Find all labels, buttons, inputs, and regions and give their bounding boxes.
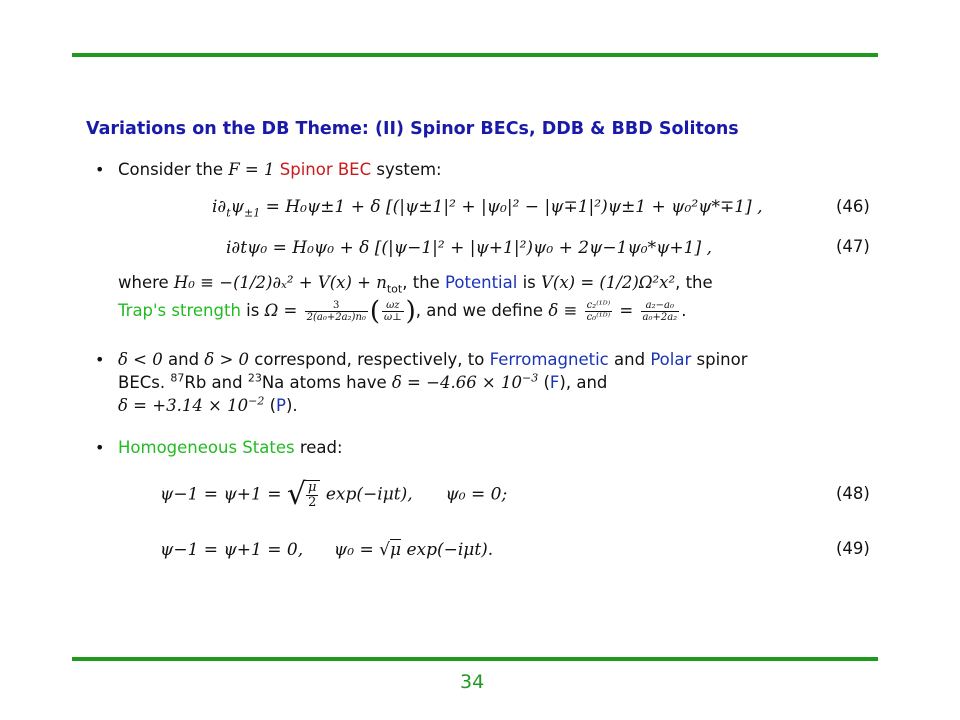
a-fraction: [641, 300, 680, 323]
eq46-lhs-psi: ψ: [230, 197, 244, 217]
bullet-2-line-3: [118, 395, 298, 417]
na-mass: 23: [247, 371, 262, 385]
eq49-sqrt-sign: √: [379, 540, 390, 560]
right-paren: ): [405, 296, 416, 327]
bullet-2-marker: •: [95, 350, 105, 369]
b1-F-math: F = 1: [228, 160, 275, 179]
bullet-2-line-1: [118, 349, 748, 371]
eq46-rhs: = H₀ψ±1 + δ [(|ψ±1|² + |ψ₀|² − |ψ∓1|²)ψ±1 + ψ₀²ψ*∓1] ,: [265, 197, 763, 217]
ratio-num: ωz: [382, 300, 404, 312]
where-w5: is: [240, 301, 265, 320]
b2-and2: and: [608, 350, 651, 369]
eq48-second: ψ₀ = 0;: [445, 484, 508, 505]
b2-open-2: (: [264, 396, 277, 415]
c-den: c₀⁽¹ᴰ⁾: [586, 312, 611, 323]
eq47-number: (47): [836, 237, 870, 256]
polar-link[interactable]: Polar: [650, 350, 692, 369]
b2-delta-value-1: δ = −4.66 × 10: [391, 373, 522, 392]
a-den: a₀+2a₂: [642, 312, 678, 323]
b2-open-1: (: [538, 373, 550, 392]
equation-49: [160, 538, 493, 562]
bullet-2-line-2: [118, 372, 607, 394]
b2-spinor: spinor: [691, 350, 748, 369]
eq48-lhs: ψ−1 = ψ+1 =: [160, 484, 282, 505]
bullet-1-text: [118, 159, 442, 181]
b2-delta-value-2: δ = +3.14 × 10: [118, 396, 249, 415]
eq49-sqrt: μ: [389, 540, 402, 560]
homogeneous-states-link[interactable]: Homogeneous States: [118, 438, 295, 457]
where-w6: , and we define: [415, 301, 549, 320]
eq46-lhs-sub: t: [226, 206, 231, 220]
P-link[interactable]: P: [276, 396, 286, 415]
delta-lhs: δ ≡: [548, 301, 578, 320]
eq49-second: ψ₀ =: [333, 540, 374, 560]
eq48-number: (48): [836, 484, 870, 503]
sqrt-radical: √: [286, 477, 307, 512]
where-line-2: [118, 296, 687, 327]
eq47-rhs: = H₀ψ₀ + δ [(|ψ−1|² + |ψ+1|²)ψ₀ + 2ψ−1ψ₀*ψ+1] ,: [272, 238, 712, 258]
where-w1: where: [118, 273, 174, 292]
page-number: 34: [460, 671, 485, 693]
equation-46: [212, 195, 762, 219]
b1-post: system:: [371, 160, 442, 179]
where-ntot: tot: [386, 282, 403, 296]
b3-post: read:: [294, 438, 343, 457]
b2-close-1: ), and: [559, 373, 608, 392]
eq47-lhs: i∂tψ₀: [226, 238, 268, 258]
rb-mass: 87: [170, 371, 185, 385]
eq46-lhs: i∂: [212, 197, 227, 217]
bullet-3-marker: •: [95, 438, 105, 457]
ratio-den: ω⊥: [384, 312, 402, 323]
where-end: .: [681, 301, 687, 320]
trap-strength-link[interactable]: Trap's strength: [118, 301, 241, 320]
slide-title: Variations on the DB Theme: (II) Spinor BECs, DDB & BBD Solitons: [86, 119, 739, 139]
F-link[interactable]: F: [549, 373, 560, 392]
spinor-bec-link[interactable]: Spinor BEC: [279, 160, 372, 179]
b2-delta-neg: δ < 0: [118, 350, 163, 369]
omega-lhs: Ω =: [264, 301, 298, 320]
b2-rb: Rb and: [184, 373, 248, 392]
where-w4: , the: [675, 273, 713, 292]
bullet-1-marker: •: [95, 160, 105, 179]
b2-correspond: correspond, respectively, to: [249, 350, 490, 369]
ferromagnetic-link[interactable]: Ferromagnetic: [489, 350, 609, 369]
potential-link[interactable]: Potential: [445, 273, 518, 292]
b2-na: Na atoms have: [261, 373, 392, 392]
eq49-exp: exp(−iμt).: [406, 540, 494, 560]
where-w3: is: [517, 273, 542, 292]
where-H0: H₀ ≡ −(1/2)∂ₓ² + V(x) + n: [173, 273, 387, 292]
b2-delta-exp-1: −3: [522, 371, 539, 385]
bottom-rule: [72, 657, 878, 661]
b2-delta-pos: δ > 0: [204, 350, 250, 369]
equation-48: [160, 477, 508, 512]
where-line-1: [118, 272, 713, 294]
b2-and: and: [162, 350, 205, 369]
omega-den: 2(a₀+2a₂)n₀: [306, 312, 366, 323]
eq46-number: (46): [836, 197, 870, 216]
where-eq: =: [619, 301, 634, 320]
omega-num: 3: [305, 300, 368, 312]
where-w2: , the: [402, 273, 446, 292]
b2-close-2: ).: [285, 396, 298, 415]
bullet-3-text: [118, 437, 343, 459]
eq49-lhs: ψ−1 = ψ+1 = 0,: [160, 540, 304, 560]
eq48-exp: exp(−iμt),: [325, 484, 413, 505]
b1-pre: Consider the: [118, 160, 229, 179]
where-Vx: V(x) = (1/2)Ω²x²: [541, 273, 676, 292]
c-fraction: [585, 300, 613, 323]
eq48-sqrt-den: 2: [308, 495, 317, 510]
omega-fraction: [305, 300, 368, 323]
eq48-sqrt: [286, 477, 321, 512]
b2-becs: BECs.: [118, 373, 171, 392]
left-paren: (: [369, 296, 381, 327]
eq49-number: (49): [836, 539, 870, 558]
b2-delta-exp-2: −2: [248, 394, 265, 408]
c-num: c₂⁽¹ᴰ⁾: [586, 300, 611, 311]
eq48-sqrt-num: μ: [308, 480, 317, 495]
equation-47: [226, 236, 712, 260]
top-rule: [72, 53, 878, 57]
a-num: a₂−a₀: [641, 300, 680, 312]
eq46-lhs-psi-sub: ±1: [244, 206, 261, 220]
omega-ratio: [382, 300, 404, 323]
